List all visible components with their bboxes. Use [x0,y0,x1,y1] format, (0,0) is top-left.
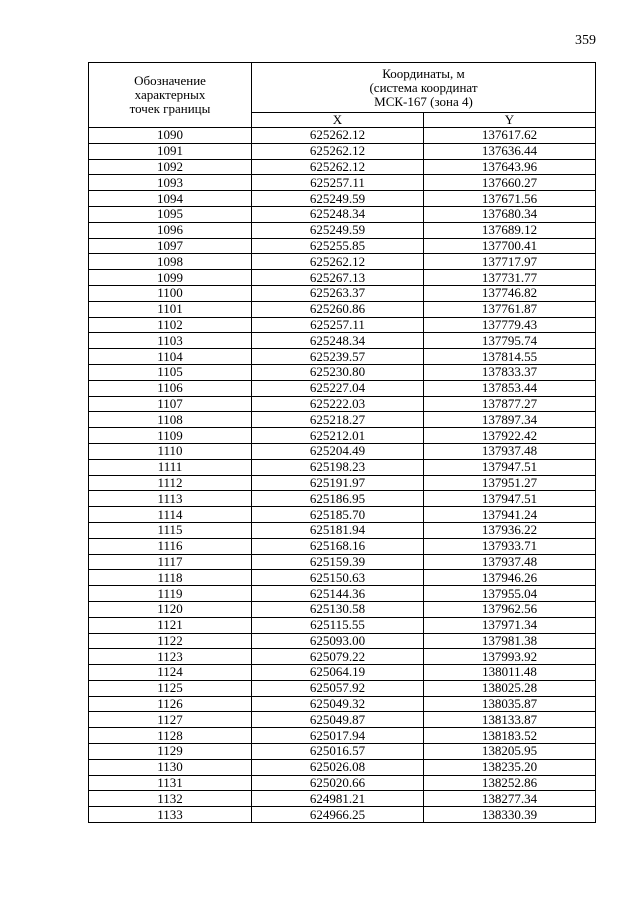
point-id-cell: 1103 [89,333,252,349]
x-coordinate-cell: 625248.34 [252,333,424,349]
header-coordinates: Координаты, м (система координат МСК-167 (зона 4) [252,63,596,113]
header-y: Y [424,113,596,128]
point-id-cell: 1125 [89,680,252,696]
point-id-cell: 1102 [89,317,252,333]
point-id-cell: 1126 [89,696,252,712]
y-coordinate-cell: 137671.56 [424,191,596,207]
point-id-cell: 1115 [89,522,252,538]
x-coordinate-cell: 625144.36 [252,586,424,602]
point-id-cell: 1107 [89,396,252,412]
x-coordinate-cell: 625185.70 [252,507,424,523]
x-coordinate-cell: 625016.57 [252,744,424,760]
table-row [89,396,596,412]
point-id-cell: 1090 [89,128,252,144]
point-id-cell: 1105 [89,364,252,380]
x-coordinate-cell: 625181.94 [252,522,424,538]
x-coordinate-cell: 625230.80 [252,364,424,380]
x-coordinate-cell: 625150.63 [252,570,424,586]
x-coordinate-cell: 625248.34 [252,206,424,222]
y-coordinate-cell: 137937.48 [424,554,596,570]
point-id-cell: 1098 [89,254,252,270]
point-id-cell: 1127 [89,712,252,728]
table-row [89,175,596,191]
x-coordinate-cell: 625222.03 [252,396,424,412]
y-coordinate-cell: 137779.43 [424,317,596,333]
point-id-cell: 1099 [89,270,252,286]
x-coordinate-cell: 625262.12 [252,143,424,159]
y-coordinate-cell: 138183.52 [424,728,596,744]
table-row [89,475,596,491]
y-coordinate-cell: 138035.87 [424,696,596,712]
table-row [89,522,596,538]
point-id-cell: 1108 [89,412,252,428]
x-coordinate-cell: 625260.86 [252,301,424,317]
y-coordinate-cell: 138235.20 [424,759,596,775]
coordinates-table [88,62,596,823]
y-coordinate-cell: 137660.27 [424,175,596,191]
table-row [89,333,596,349]
table-row [89,744,596,760]
y-coordinate-cell: 137877.27 [424,396,596,412]
x-coordinate-cell: 625263.37 [252,285,424,301]
table-row [89,491,596,507]
y-coordinate-cell: 137981.38 [424,633,596,649]
x-coordinate-cell: 625262.12 [252,128,424,144]
table-row [89,443,596,459]
table-row [89,191,596,207]
x-coordinate-cell: 625020.66 [252,775,424,791]
x-coordinate-cell: 625204.49 [252,443,424,459]
y-coordinate-cell: 137897.34 [424,412,596,428]
point-id-cell: 1100 [89,285,252,301]
table-row [89,696,596,712]
table-row [89,222,596,238]
point-id-cell: 1094 [89,191,252,207]
point-id-cell: 1091 [89,143,252,159]
x-coordinate-cell: 625093.00 [252,633,424,649]
table-row [89,601,596,617]
point-id-cell: 1129 [89,744,252,760]
y-coordinate-cell: 137795.74 [424,333,596,349]
y-coordinate-cell: 137955.04 [424,586,596,602]
y-coordinate-cell: 137933.71 [424,538,596,554]
point-id-cell: 1114 [89,507,252,523]
point-id-cell: 1131 [89,775,252,791]
y-coordinate-cell: 137689.12 [424,222,596,238]
x-coordinate-cell: 625262.12 [252,159,424,175]
x-coordinate-cell: 625017.94 [252,728,424,744]
x-coordinate-cell: 625191.97 [252,475,424,491]
x-coordinate-cell: 625064.19 [252,665,424,681]
point-id-cell: 1092 [89,159,252,175]
y-coordinate-cell: 137717.97 [424,254,596,270]
table-row [89,570,596,586]
point-id-cell: 1111 [89,459,252,475]
y-coordinate-cell: 137643.96 [424,159,596,175]
point-id-cell: 1106 [89,380,252,396]
table-row [89,712,596,728]
y-coordinate-cell: 138330.39 [424,807,596,823]
y-coordinate-cell: 137937.48 [424,443,596,459]
table-row [89,775,596,791]
x-coordinate-cell: 625198.23 [252,459,424,475]
point-id-cell: 1112 [89,475,252,491]
y-coordinate-cell: 138205.95 [424,744,596,760]
y-coordinate-cell: 137731.77 [424,270,596,286]
point-id-cell: 1117 [89,554,252,570]
x-coordinate-cell: 624966.25 [252,807,424,823]
table-row [89,791,596,807]
table-row [89,206,596,222]
point-id-cell: 1101 [89,301,252,317]
table-row [89,143,596,159]
x-coordinate-cell: 625218.27 [252,412,424,428]
point-id-cell: 1123 [89,649,252,665]
table-row [89,159,596,175]
table-row [89,285,596,301]
table-row [89,759,596,775]
table-row [89,270,596,286]
table-row [89,617,596,633]
table-row [89,649,596,665]
y-coordinate-cell: 137922.42 [424,428,596,444]
header-point-designation: Обозначение характерных точек границы [89,63,252,128]
point-id-cell: 1093 [89,175,252,191]
point-id-cell: 1130 [89,759,252,775]
x-coordinate-cell: 625115.55 [252,617,424,633]
y-coordinate-cell: 138025.28 [424,680,596,696]
y-coordinate-cell: 137853.44 [424,380,596,396]
x-coordinate-cell: 625257.11 [252,317,424,333]
y-coordinate-cell: 138277.34 [424,791,596,807]
y-coordinate-cell: 137947.51 [424,459,596,475]
point-id-cell: 1116 [89,538,252,554]
x-coordinate-cell: 625257.11 [252,175,424,191]
x-coordinate-cell: 625186.95 [252,491,424,507]
x-coordinate-cell: 625249.59 [252,222,424,238]
y-coordinate-cell: 137833.37 [424,364,596,380]
x-coordinate-cell: 625130.58 [252,601,424,617]
table-row [89,665,596,681]
x-coordinate-cell: 625227.04 [252,380,424,396]
table-row [89,428,596,444]
y-coordinate-cell: 138252.86 [424,775,596,791]
y-coordinate-cell: 137936.22 [424,522,596,538]
header-x: X [252,113,424,128]
table-row [89,538,596,554]
y-coordinate-cell: 137700.41 [424,238,596,254]
table-row [89,459,596,475]
table-row [89,301,596,317]
table-row [89,507,596,523]
table-row [89,728,596,744]
point-id-cell: 1122 [89,633,252,649]
page-number: 359 [575,33,596,48]
x-coordinate-cell: 625212.01 [252,428,424,444]
point-id-cell: 1097 [89,238,252,254]
point-id-cell: 1118 [89,570,252,586]
point-id-cell: 1110 [89,443,252,459]
point-id-cell: 1133 [89,807,252,823]
y-coordinate-cell: 137941.24 [424,507,596,523]
table-row [89,238,596,254]
x-coordinate-cell: 625249.59 [252,191,424,207]
y-coordinate-cell: 137636.44 [424,143,596,159]
point-id-cell: 1109 [89,428,252,444]
table-row [89,364,596,380]
y-coordinate-cell: 137746.82 [424,285,596,301]
x-coordinate-cell: 625255.85 [252,238,424,254]
table-row [89,254,596,270]
x-coordinate-cell: 625049.87 [252,712,424,728]
y-coordinate-cell: 138011.48 [424,665,596,681]
x-coordinate-cell: 625079.22 [252,649,424,665]
y-coordinate-cell: 137946.26 [424,570,596,586]
y-coordinate-cell: 137951.27 [424,475,596,491]
point-id-cell: 1119 [89,586,252,602]
x-coordinate-cell: 625168.16 [252,538,424,554]
x-coordinate-cell: 625049.32 [252,696,424,712]
x-coordinate-cell: 625026.08 [252,759,424,775]
x-coordinate-cell: 625239.57 [252,349,424,365]
point-id-cell: 1128 [89,728,252,744]
table-row [89,554,596,570]
y-coordinate-cell: 137971.34 [424,617,596,633]
y-coordinate-cell: 137761.87 [424,301,596,317]
y-coordinate-cell: 137993.92 [424,649,596,665]
table-row [89,128,596,144]
y-coordinate-cell: 138133.87 [424,712,596,728]
point-id-cell: 1121 [89,617,252,633]
table-row [89,807,596,823]
y-coordinate-cell: 137962.56 [424,601,596,617]
x-coordinate-cell: 624981.21 [252,791,424,807]
table-row [89,317,596,333]
table-row [89,349,596,365]
point-id-cell: 1132 [89,791,252,807]
point-id-cell: 1113 [89,491,252,507]
x-coordinate-cell: 625267.13 [252,270,424,286]
table-row [89,380,596,396]
point-id-cell: 1120 [89,601,252,617]
x-coordinate-cell: 625262.12 [252,254,424,270]
table-body [89,128,596,823]
y-coordinate-cell: 137814.55 [424,349,596,365]
table-row [89,586,596,602]
table-row [89,680,596,696]
x-coordinate-cell: 625057.92 [252,680,424,696]
x-coordinate-cell: 625159.39 [252,554,424,570]
point-id-cell: 1104 [89,349,252,365]
y-coordinate-cell: 137947.51 [424,491,596,507]
y-coordinate-cell: 137680.34 [424,206,596,222]
table-row [89,633,596,649]
point-id-cell: 1096 [89,222,252,238]
table-row [89,412,596,428]
point-id-cell: 1095 [89,206,252,222]
point-id-cell: 1124 [89,665,252,681]
y-coordinate-cell: 137617.62 [424,128,596,144]
